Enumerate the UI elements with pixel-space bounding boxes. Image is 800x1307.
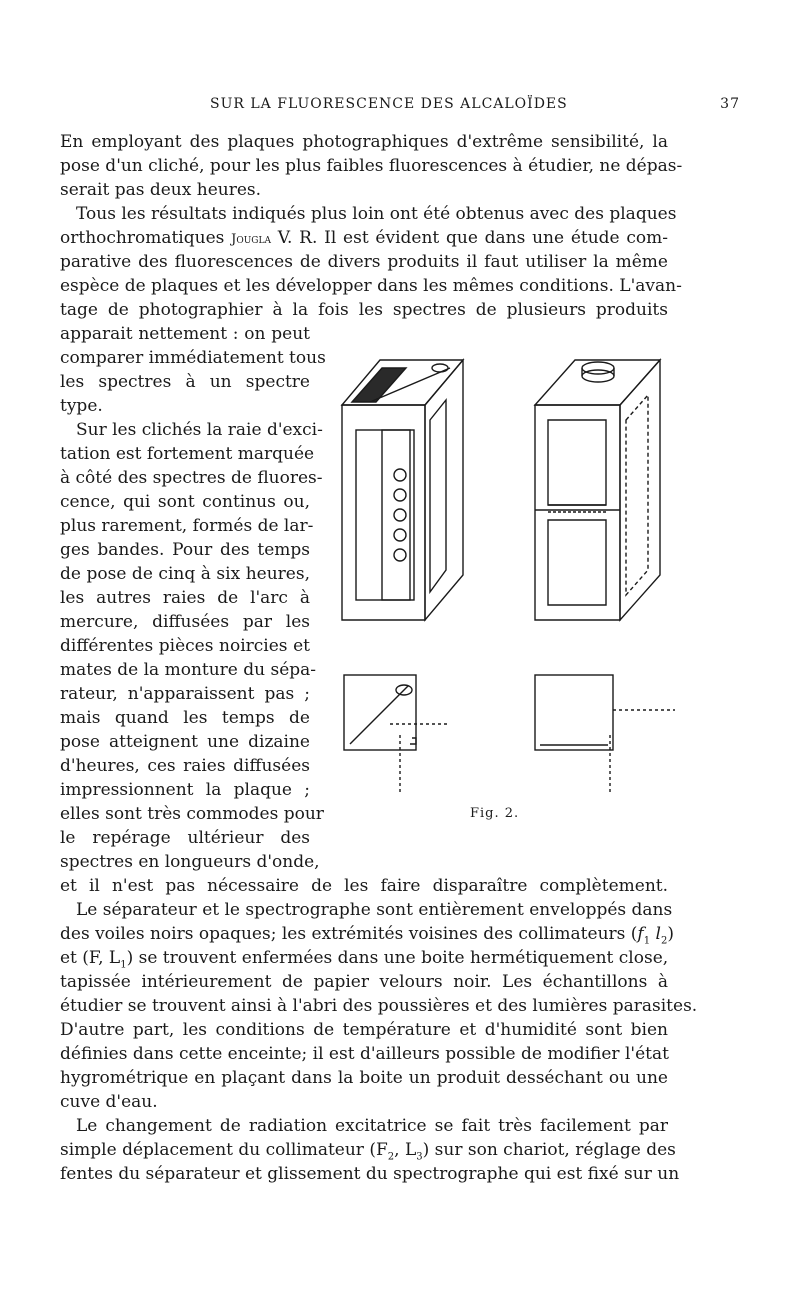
- page-number: 37: [720, 96, 740, 112]
- text-line: pose d'un cliché, pour les plus faibles fluorescences à étudier, ne dépas-: [60, 156, 683, 176]
- text-line: cence, qui sont continus ou,: [60, 492, 310, 512]
- text-line: et il n'est pas nécessaire de les faire disparaître complètement.: [60, 876, 668, 896]
- text-line: tation est fortement marquée: [60, 444, 315, 464]
- text-line: plus rarement, formés de lar-: [60, 516, 314, 536]
- left-plan-drawing: [344, 675, 450, 795]
- sample-circle: [394, 489, 406, 501]
- text-line: les spectres à un spectre: [60, 372, 310, 392]
- text-line: pose atteignent une dizaine: [60, 732, 310, 752]
- text-line: espèce de plaques et les développer dans les mêmes conditions. L'avan-: [60, 276, 682, 296]
- figure-caption: Fig. 2.: [470, 806, 520, 821]
- right-plan-drawing: [535, 675, 675, 795]
- text-line: Sur les clichés la raie d'exci-: [76, 420, 323, 440]
- text-line: de pose de cinq à six heures,: [60, 564, 310, 584]
- text-line: étudier se trouvent ainsi à l'abri des poussières et des lumières parasites.: [60, 996, 698, 1016]
- sample-circle: [394, 469, 406, 481]
- text-line: Tous les résultats indiqués plus loin ont été obtenus avec des plaques: [76, 204, 677, 224]
- text-line: les autres raies de l'arc à: [60, 588, 310, 608]
- text-line: type.: [60, 396, 103, 416]
- text-line: tage de photographier à la fois les spectres de plusieurs produits: [60, 300, 668, 320]
- text-line: mates de la monture du sépa-: [60, 660, 317, 680]
- text-line: ges bandes. Pour des temps: [60, 540, 310, 560]
- text-line: mais quand les temps de: [60, 708, 310, 728]
- text-line: elles sont très commodes pour: [60, 804, 324, 824]
- text-line: mercure, diffusées par les: [60, 612, 310, 632]
- text-line: orthochromatiques Jougla V. R. Il est évident que dans une étude com-: [60, 228, 668, 248]
- text-line: rateur, n'apparaissent pas ;: [60, 684, 310, 704]
- text-line: comparer immédiatement tous: [60, 348, 326, 368]
- text-line: tapissée intérieurement de papier velours noir. Les échantillons à: [60, 972, 668, 992]
- text-line: simple déplacement du collimateur ($F_2$, $L_3$) sur son chariot, réglage des: [60, 1140, 676, 1163]
- text-line: différentes pièces noircies et: [60, 636, 310, 656]
- sample-circle: [394, 549, 406, 561]
- text-line: serait pas deux heures.: [60, 180, 262, 200]
- text-line: fentes du séparateur et glissement du spectrographe qui est fixé sur un: [60, 1164, 680, 1184]
- text-line: En employant des plaques photographiques d'extrême sensibilité, la: [60, 132, 668, 152]
- right-box-drawing: [535, 360, 660, 620]
- text-line: cuve d'eau.: [60, 1092, 158, 1112]
- text-line: à côté des spectres de fluores-: [60, 468, 323, 488]
- text-line: d'heures, ces raies diffusées: [60, 756, 310, 776]
- text-line: impressionnent la plaque ;: [60, 780, 310, 800]
- text-line: spectres en longueurs d'onde,: [60, 852, 320, 872]
- text-line: apparait nettement : on peut: [60, 324, 310, 344]
- text-line: Le changement de radiation excitatrice se fait très facilement par: [76, 1116, 668, 1136]
- figure-2: [330, 340, 700, 830]
- sample-circle: [394, 529, 406, 541]
- text-line: parative des fluorescences de divers produits il faut utiliser la même: [60, 252, 668, 272]
- running-title: SUR LA FLUORESCENCE DES ALCALOÏDES: [210, 96, 568, 112]
- text-line: le repérage ultérieur des: [60, 828, 310, 848]
- text-line: Le séparateur et le spectrographe sont entièrement enveloppés dans: [76, 900, 673, 920]
- figure-drawing: [330, 340, 700, 830]
- text-line: D'autre part, les conditions de température et d'humidité sont bien: [60, 1020, 668, 1040]
- sample-circle: [394, 509, 406, 521]
- text-line: des voiles noirs opaques; les extrémités voisines des collimateurs ($f_1$ $l_2$): [60, 924, 674, 947]
- left-box-drawing: [342, 360, 463, 620]
- text-line: et (F, $L_1$) se trouvent enfermées dans une boite hermétiquement close,: [60, 948, 669, 971]
- text-line: hygrométrique en plaçant dans la boite un produit desséchant ou une: [60, 1068, 668, 1088]
- brand-name: Jougla: [231, 232, 271, 247]
- text-line: définies dans cette enceinte; il est d'ailleurs possible de modifier l'état: [60, 1044, 669, 1064]
